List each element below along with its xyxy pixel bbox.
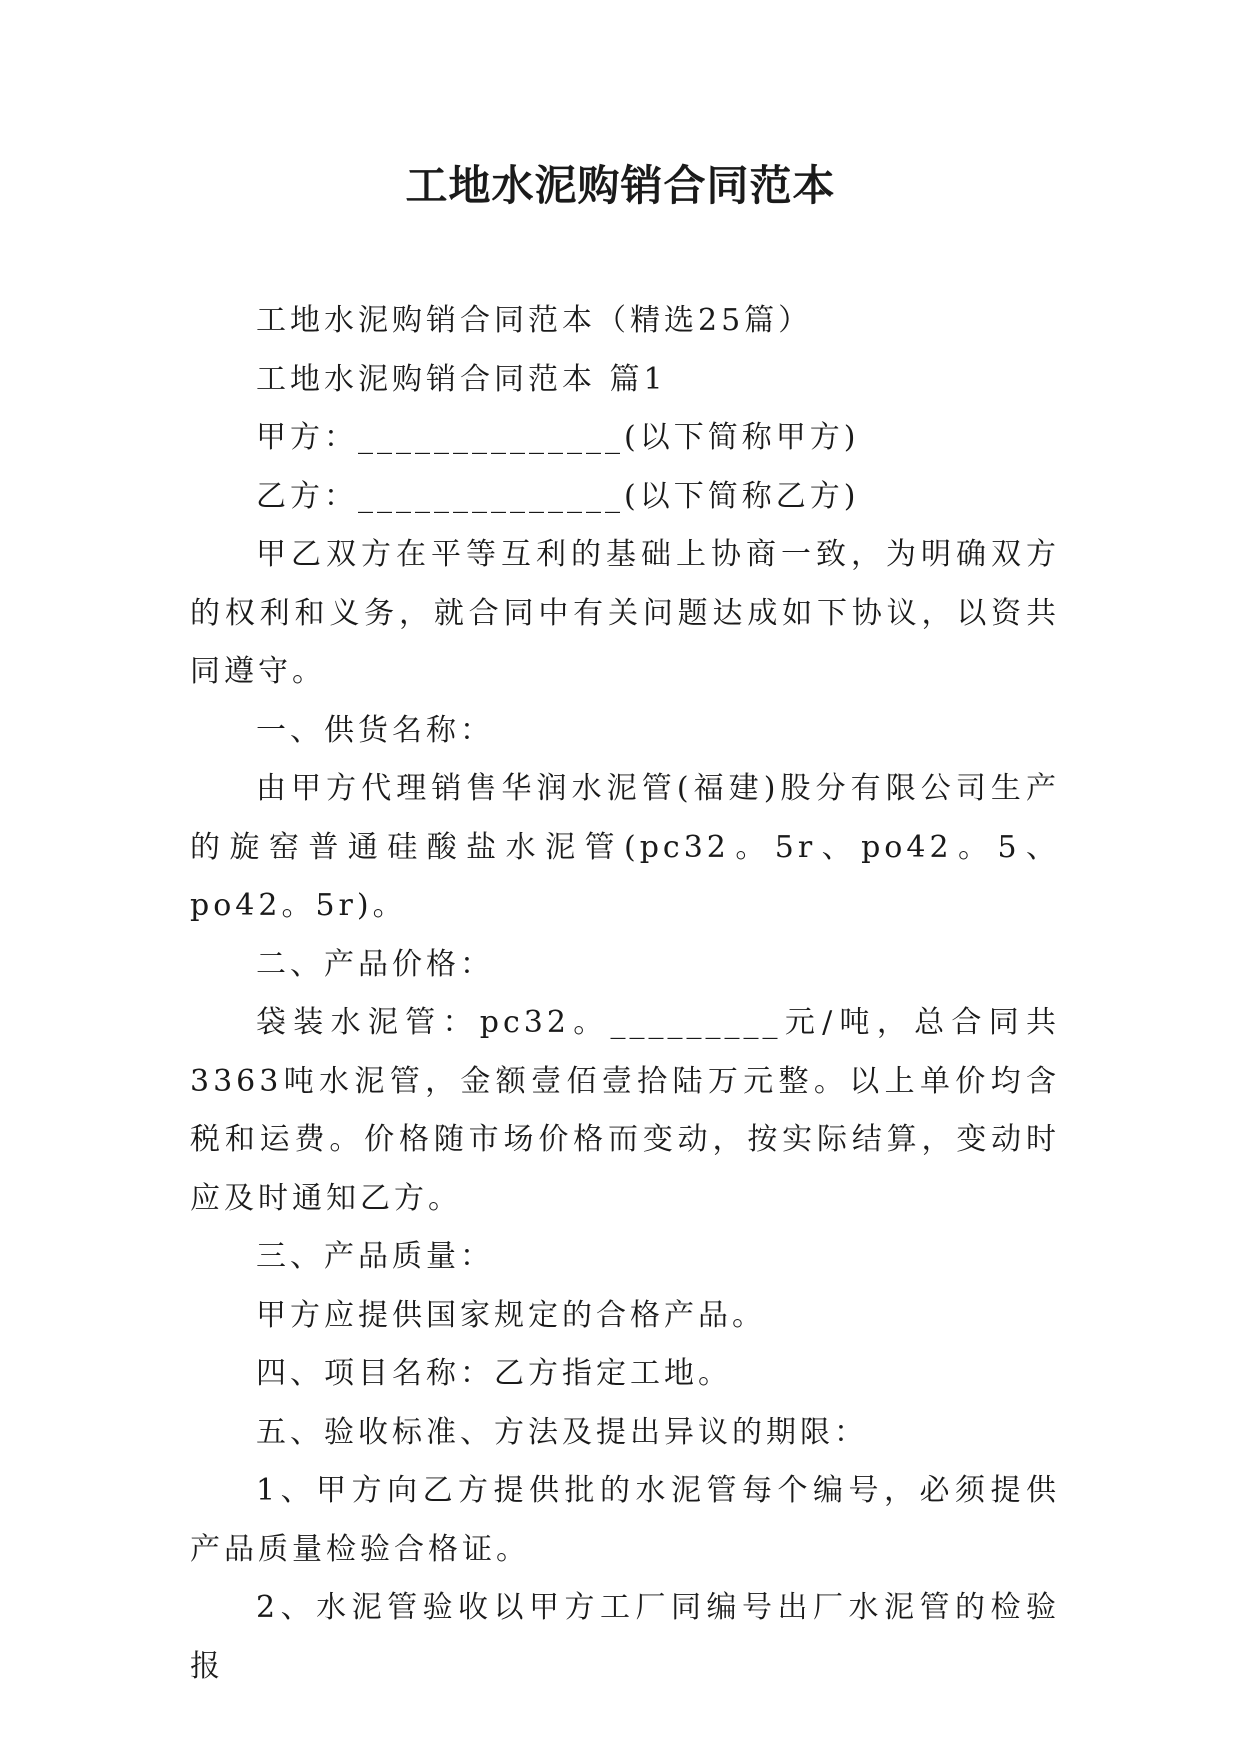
paragraph: 2、水泥管验收以甲方工厂同编号出厂水泥管的检验报 <box>190 1590 1060 1684</box>
paragraph: 甲乙双方在平等互利的基础上协商一致，为明确双方的权利和义务，就合同中有关问题达成如下协议，以资共同遵守。 <box>190 537 1060 689</box>
paragraph: 1、甲方向乙方提供批的水泥管每个编号，必须提供产品质量检验合格证。 <box>190 1473 1060 1567</box>
paragraph: 袋装水泥管：pc32。_________元/吨，总合同共3363吨水泥管，金额壹佰壹拾陆万元整。以上单价均含税和运费。价格随市场价格而变动，按实际结算，变动时应及时通知乙方。 <box>190 1005 1060 1216</box>
paragraph: 五、验收标准、方法及提出异议的期限： <box>256 1414 868 1450</box>
paragraph: 工地水泥购销合同范本 篇1 <box>256 361 667 397</box>
paragraph: 二、产品价格： <box>256 946 494 982</box>
paragraph: 甲方：______________(以下简称甲方) <box>256 420 860 455</box>
paragraph: 甲方应提供国家规定的合格产品。 <box>256 1297 766 1333</box>
paragraph: 一、供货名称： <box>256 712 494 748</box>
document-title: 工地水泥购销合同范本 <box>405 161 836 210</box>
paragraph: 四、项目名称：乙方指定工地。 <box>256 1356 732 1391</box>
paragraph: 三、产品质量： <box>256 1239 494 1274</box>
document-body <box>190 292 1060 1696</box>
paragraph: 乙方：______________(以下简称乙方) <box>256 478 860 514</box>
paragraph: 由甲方代理销售华润水泥管(福建)股分有限公司生产的旋窑普通硅酸盐水泥管(pc32。5r、po42。5、po42。5r)。 <box>190 771 1060 923</box>
paragraph: 工地水泥购销合同范本（精选25篇） <box>256 303 813 338</box>
